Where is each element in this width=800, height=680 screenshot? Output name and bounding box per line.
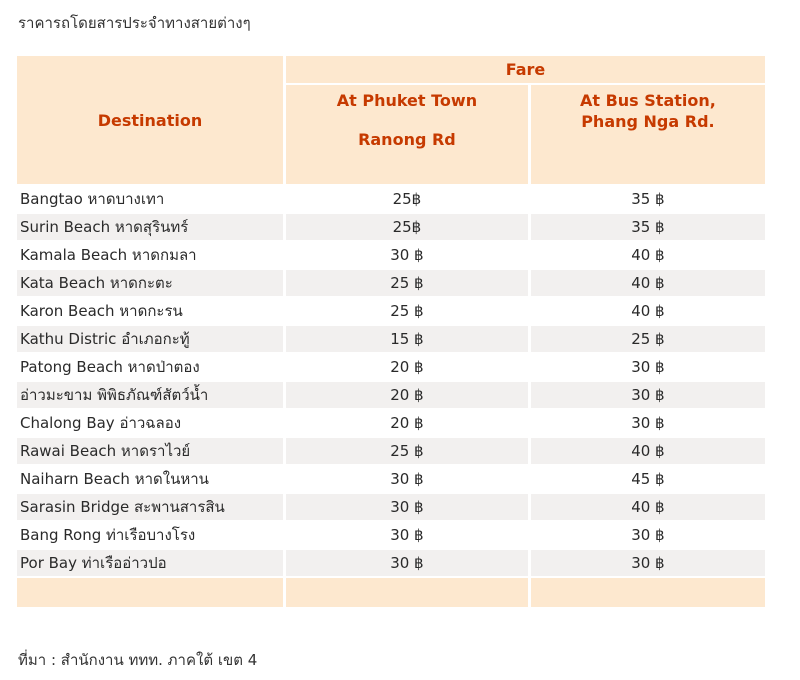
bus-station-fare-cell: 30 ฿ (531, 550, 765, 576)
table-row (17, 354, 765, 380)
phuket-town-fare-cell: 25฿ (286, 214, 528, 240)
table-row (17, 270, 765, 296)
fare-table-body (17, 186, 765, 607)
destination-cell: อ่าวมะขาม พิพิธภัณฑ์สัตว์น้ำ (17, 382, 283, 408)
fare-table (14, 54, 768, 609)
page-title: ราคารถโดยสารประจำทางสายต่างๆ (18, 14, 251, 32)
table-row (17, 438, 765, 464)
bus-station-fare-cell: 35 ฿ (631, 190, 665, 208)
source-note: ที่มา : สำนักงาน ททท. ภาคใต้ เขต 4 (18, 651, 258, 669)
destination-cell: Kamala Beach หาดกมลา (20, 246, 197, 264)
header-bus-station-line1: At Bus Station, (579, 91, 716, 110)
table-row (17, 242, 765, 268)
bus-station-fare-cell: 30 ฿ (631, 414, 665, 432)
phuket-town-fare-cell: 25 ฿ (286, 438, 528, 464)
destination-cell: Patong Beach หาดป่าตอง (20, 358, 200, 376)
destination-cell: Por Bay ท่าเรืออ่าวปอ (17, 550, 283, 576)
destination-cell: Bang Rong ท่าเรือบางโรง (20, 526, 196, 544)
phuket-town-fare-cell: 20 ฿ (390, 414, 424, 432)
header-phuket-town-line2: Ranong Rd (358, 129, 456, 149)
table-row (17, 298, 765, 324)
table-row (17, 466, 765, 492)
bus-station-fare-cell: 30 ฿ (631, 358, 665, 376)
footer-cell (17, 578, 283, 607)
footer-cell (286, 578, 528, 607)
destination-cell: Sarasin Bridge สะพานสารสิน (17, 494, 283, 520)
bus-station-fare-cell: 40 ฿ (631, 302, 665, 320)
bus-station-fare-cell: 30 ฿ (531, 382, 765, 408)
phuket-town-fare-cell: 20 ฿ (390, 358, 424, 376)
table-row (17, 550, 765, 576)
destination-cell: Kathu Distric อำเภอกะทู้ (17, 326, 283, 352)
phuket-town-fare-cell: 30 ฿ (390, 470, 424, 488)
table-row (17, 382, 765, 408)
header-bus-station-line2: Phang Nga Rd. (581, 111, 715, 131)
footer-cell (531, 578, 765, 607)
table-row (17, 186, 765, 212)
header-phuket-town (286, 85, 528, 184)
destination-cell: Kata Beach หาดกะตะ (17, 270, 283, 296)
phuket-town-fare-cell: 20 ฿ (286, 382, 528, 408)
phuket-town-fare-cell: 30 ฿ (390, 526, 424, 544)
header-fare: Fare (286, 56, 765, 83)
header-destination: Destination (17, 56, 283, 184)
bus-station-fare-cell: 25 ฿ (531, 326, 765, 352)
phuket-town-fare-cell: 25 ฿ (286, 270, 528, 296)
destination-cell: Rawai Beach หาดราไวย์ (17, 438, 283, 464)
phuket-town-fare-cell: 30 ฿ (286, 550, 528, 576)
table-row (17, 214, 765, 240)
table-row (17, 326, 765, 352)
bus-station-fare-cell: 30 ฿ (631, 526, 665, 544)
bus-station-fare-cell: 45 ฿ (631, 470, 665, 488)
destination-cell: Naiharn Beach หาดในหาน (20, 470, 209, 488)
destination-cell: Karon Beach หาดกะรน (20, 302, 183, 320)
bus-station-fare-cell: 40 ฿ (631, 246, 665, 264)
header-phuket-town-line1: At Phuket Town (336, 91, 478, 110)
header-row-top (17, 56, 765, 83)
bus-station-fare-cell: 40 ฿ (531, 494, 765, 520)
destination-cell: Surin Beach หาดสุรินทร์ (17, 214, 283, 240)
phuket-town-fare-cell: 25 ฿ (390, 302, 424, 320)
header-bus-station (531, 85, 765, 184)
phuket-town-fare-cell: 25฿ (392, 190, 422, 208)
bus-station-fare-cell: 40 ฿ (531, 270, 765, 296)
bus-station-fare-cell: 40 ฿ (531, 438, 765, 464)
table-footer-row (17, 578, 765, 607)
phuket-town-fare-cell: 30 ฿ (390, 246, 424, 264)
destination-cell: Bangtao หาดบางเทา (20, 190, 165, 208)
table-row (17, 522, 765, 548)
table-row (17, 494, 765, 520)
destination-cell: Chalong Bay อ่าวฉลอง (20, 414, 182, 432)
bus-station-fare-cell: 35 ฿ (531, 214, 765, 240)
phuket-town-fare-cell: 30 ฿ (286, 494, 528, 520)
phuket-town-fare-cell: 15 ฿ (286, 326, 528, 352)
table-row (17, 410, 765, 436)
